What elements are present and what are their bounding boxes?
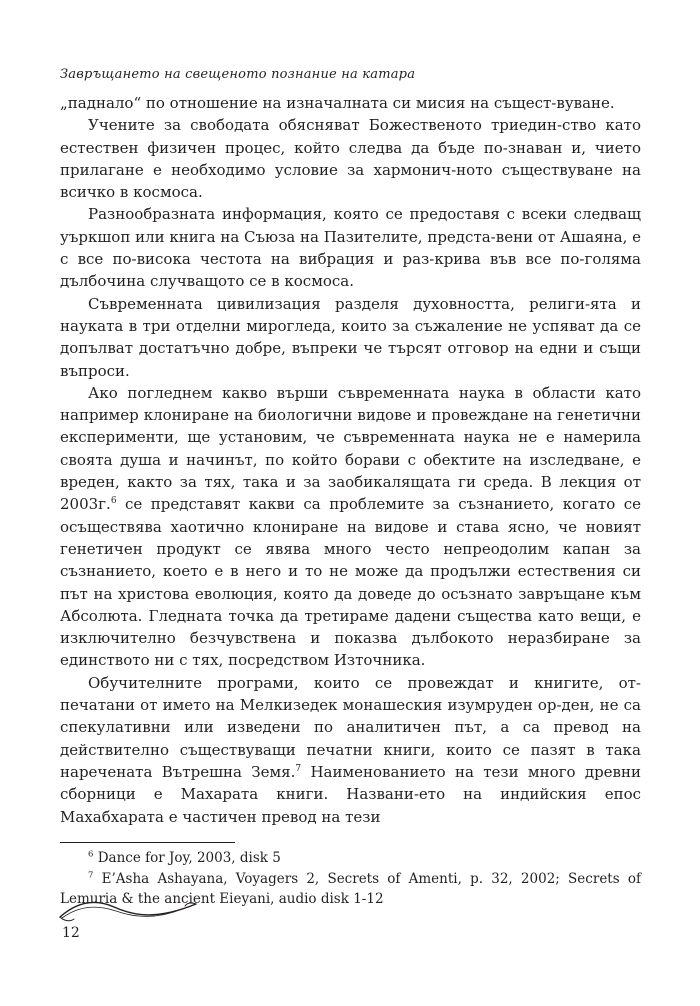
flourish-ornament-icon xyxy=(58,895,198,925)
footnote-ref-7[interactable]: 7 xyxy=(295,763,302,774)
paragraph-6-text-before: Обучителните програми, които се провеждат и книгите, от-печатани от името на Мелкизедек монашеския изумруден ор-ден, не са спекулативни или изведени по аналитичен път, а са превод на действително съществуващи печатни книги, които се пазят в така наречената Вътрешна Земя. xyxy=(60,673,641,781)
footnote-ref-6[interactable]: 6 xyxy=(110,496,117,507)
running-header: Завръщането на свещеното познание на катара xyxy=(60,67,416,82)
paragraph-4: Съвременната цивилизация разделя духовността, религи-ята и науката в три отделни мирогледа, които за съжаление не успяват да се допълват достатъчно добре, въпреки че търсят отговор на едни и същи въпроси. xyxy=(60,294,641,380)
footnote-text-6: Dance for Joy, 2003, disk 5 xyxy=(97,850,281,866)
paragraph-5-text-after: се представят какви са проблемите за съзнанието, когато се осъществява хаотично клониране на видове и става ясно, че новият генетичен продукт се явява много често непреодолим капан за съзнанието, което е в него и то не може да продължи естествения си път на христова еволюция, която да доведе до осъзнато завръщане към Абсолюта. Гледната точка да третираме дадени същества като вещи, е изключително безчувствена и показва дълбокото неразбиране за единството ни с тях, посредством Източника. xyxy=(60,495,641,670)
footnote-text-7: E’Asha Ashayana, Voyagers 2, Secrets of Amenti, p. 32, 2002; Secrets of Lemuria & the ancient Eieyani, audio disk 1-12 xyxy=(60,870,642,907)
paragraph-5 xyxy=(60,382,641,672)
paragraph-5-text-before: Ако погледнем какво върши съвременната наука в области като например клониране на биологични видове и провеждане на генетични експерименти, ще установим, че съвременната наука не е намерила своята душа и начинът, по който борави с обектите на изследване, е вреден, както за тях, така и за заобикалящата ги среда. В лекция от 2003г. xyxy=(60,383,641,514)
page-number: 12 xyxy=(62,925,80,941)
footnote-number-7: 7 xyxy=(88,870,94,880)
paragraph-6 xyxy=(60,672,641,828)
footnote-separator xyxy=(60,842,235,843)
paragraph-2: Учените за свободата обясняват Божественото триедин-ство като естествен физичен процес, който следва да бъде по-знаван и, чието прилагане е необходимо условие за хармонич-ното съществуване на всичко в космоса. xyxy=(60,116,641,202)
footnote-number-6: 6 xyxy=(88,849,94,860)
paragraph-6-text-after: Наименованието на тези много древни сборници е Махарата книги. Названи-ето на индийския епос Махабхарата е частичен превод на тези xyxy=(60,762,641,826)
paragraph-1: „падналo“ по отношение на изначалната си мисия на същест-вуване. xyxy=(60,94,615,112)
body-text xyxy=(60,92,641,828)
paragraph-3: Разнообразната информация, която се предоставя с всеки следващ уъркшоп или книга на Съюза на Пазителите, предста-вени от Ашаяна, е с все по-висока честота на вибрация и раз-крива във все по-голяма дълбочина случващото се в космоса. xyxy=(60,205,641,291)
footnote-6 xyxy=(60,848,641,869)
